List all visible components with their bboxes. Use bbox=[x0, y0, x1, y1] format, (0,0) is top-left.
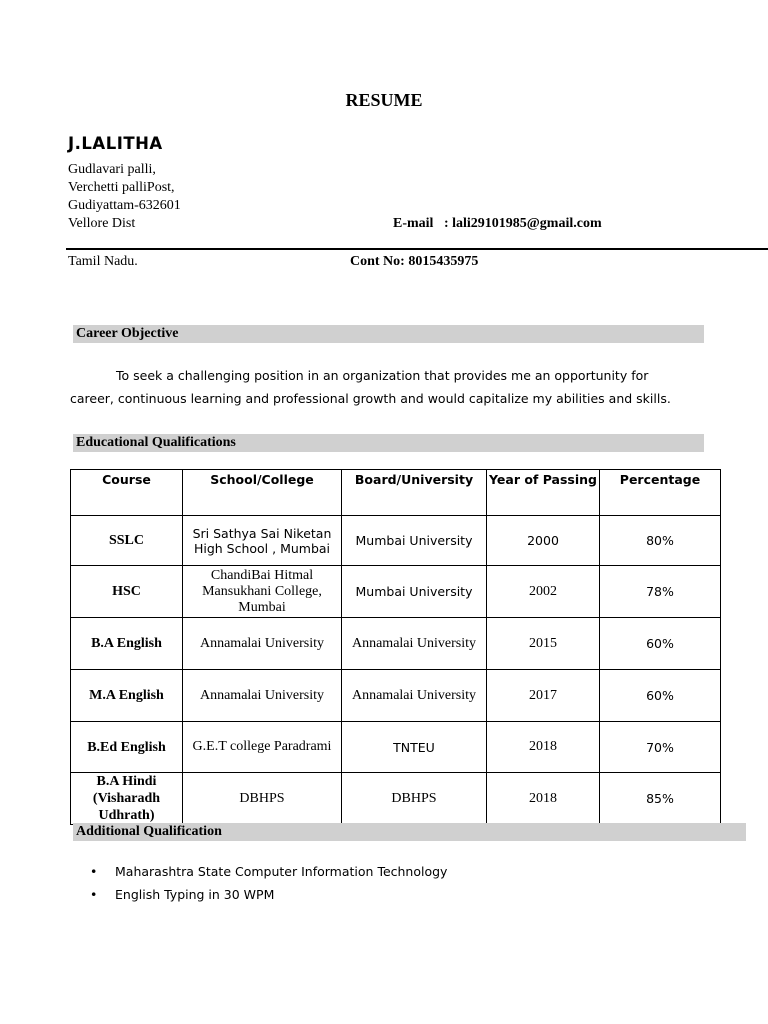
table-header-row bbox=[71, 470, 721, 516]
percentage-cell: 80% bbox=[600, 516, 721, 566]
bullet-icon: • bbox=[90, 864, 98, 879]
course-cell: M.A English bbox=[71, 670, 183, 722]
school-cell: Sri Sathya Sai Niketan High School , Mumbai bbox=[183, 516, 342, 566]
address-line: Gudiyattam-632601 bbox=[68, 198, 181, 213]
course-cell: HSC bbox=[71, 566, 183, 618]
board-cell: Mumbai University bbox=[342, 516, 487, 566]
year-cell: 2002 bbox=[487, 566, 600, 618]
email-line: E-mail : lali29101985@gmail.com bbox=[393, 216, 602, 231]
percentage-cell: 78% bbox=[600, 566, 721, 618]
board-cell: Mumbai University bbox=[342, 566, 487, 618]
table-row bbox=[71, 516, 721, 566]
school-cell: G.E.T college Paradrami bbox=[183, 722, 342, 773]
board-cell: DBHPS bbox=[342, 773, 487, 825]
percentage-cell: 60% bbox=[600, 670, 721, 722]
header-divider bbox=[66, 248, 768, 250]
candidate-name: J.LALITHA bbox=[68, 134, 163, 153]
year-cell: 2018 bbox=[487, 773, 600, 825]
career-objective-line: To seek a challenging position in an organization that provides me an opportunity for bbox=[116, 368, 649, 383]
education-table bbox=[70, 469, 721, 825]
percentage-cell: 85% bbox=[600, 773, 721, 825]
year-cell: 2017 bbox=[487, 670, 600, 722]
career-objective-line: career, continuous learning and professional growth and would capitalize my abilities and skills. bbox=[70, 391, 671, 406]
board-cell: Annamalai University bbox=[342, 618, 487, 670]
year-cell: 2018 bbox=[487, 722, 600, 773]
page-title: RESUME bbox=[345, 90, 423, 110]
school-cell: Annamalai University bbox=[183, 618, 342, 670]
list-item-text: Maharashtra State Computer Information Technology bbox=[115, 864, 448, 879]
school-cell: ChandiBai Hitmal Mansukhani College, Mumbai bbox=[183, 566, 342, 618]
list-item-text: English Typing in 30 WPM bbox=[115, 887, 275, 902]
table-row bbox=[71, 670, 721, 722]
percentage-cell: 60% bbox=[600, 618, 721, 670]
column-header: Course bbox=[71, 470, 183, 516]
address-line: Verchetti palliPost, bbox=[68, 180, 175, 195]
year-cell: 2015 bbox=[487, 618, 600, 670]
column-header: Percentage bbox=[600, 470, 721, 516]
percentage-cell: 70% bbox=[600, 722, 721, 773]
list-item bbox=[90, 864, 447, 879]
year-cell: 2000 bbox=[487, 516, 600, 566]
state-line: Tamil Nadu. bbox=[68, 254, 138, 269]
career-objective-heading: Career Objective bbox=[73, 325, 704, 343]
table-row bbox=[71, 773, 721, 825]
table-row bbox=[71, 566, 721, 618]
additional-qualification-heading: Additional Qualification bbox=[73, 823, 746, 841]
career-objective-text bbox=[70, 364, 710, 410]
contact-number: Cont No: 8015435975 bbox=[350, 254, 479, 269]
course-cell: B.A Hindi (Visharadh Udhrath) bbox=[71, 773, 183, 825]
board-cell: Annamalai University bbox=[342, 670, 487, 722]
bullet-icon: • bbox=[90, 887, 98, 902]
board-cell: TNTEU bbox=[342, 722, 487, 773]
table-row bbox=[71, 618, 721, 670]
course-cell: SSLC bbox=[71, 516, 183, 566]
column-header: School/College bbox=[183, 470, 342, 516]
school-cell: Annamalai University bbox=[183, 670, 342, 722]
list-item bbox=[90, 887, 274, 902]
table-row bbox=[71, 722, 721, 773]
column-header: Board/University bbox=[342, 470, 487, 516]
school-cell: DBHPS bbox=[183, 773, 342, 825]
column-header: Year of Passing bbox=[487, 470, 600, 516]
education-heading: Educational Qualifications bbox=[73, 434, 704, 452]
address-line: Gudlavari palli, bbox=[68, 162, 156, 177]
course-cell: B.A English bbox=[71, 618, 183, 670]
course-cell: B.Ed English bbox=[71, 722, 183, 773]
address-line: Vellore Dist bbox=[68, 216, 136, 231]
